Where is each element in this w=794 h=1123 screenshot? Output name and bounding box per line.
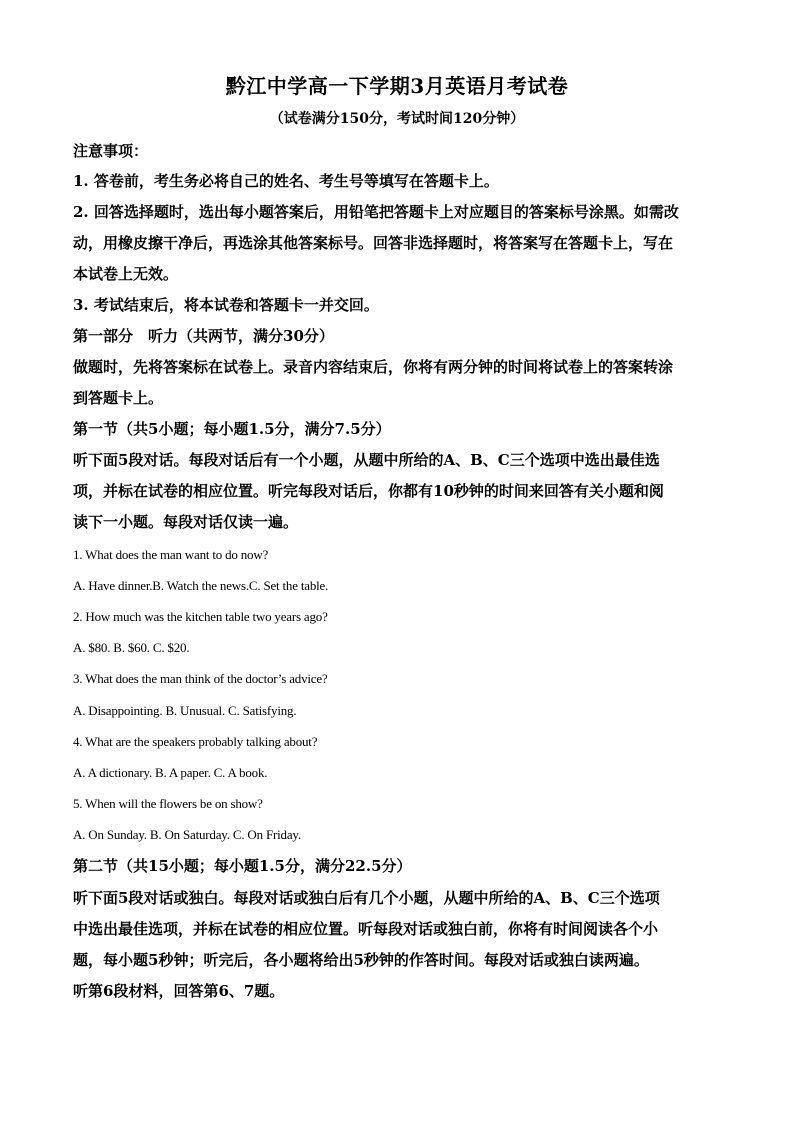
section2-instruction-line-2: 中选出最佳选项，并标在试卷的相应位置。听每段对话或独白前，你将有时间阅读各个小 [73,920,659,938]
question-3-options: A. Disappointing. B. Unusual. C. Satisfying. [73,703,297,718]
question-2-options: A. $80. B. $60. C. $20. [73,640,190,655]
question-5: 5. When will the flowers be on show? [73,796,263,811]
section1-instruction-line-1: 听下面5段对话。每段对话后有一个小题，从题中所给的A、B、C三个选项中选出最佳选 [73,451,660,469]
document-title: 黔江中学高一下学期3月英语月考试卷 [225,74,569,98]
part1-instruction-line-1: 做题时，先将答案标在试卷上。录音内容结束后，你将有两分钟的时间将试卷上的答案转涂 [73,358,674,376]
document-subtitle: （试卷满分150分，考试时间120分钟） [269,111,525,127]
question-1: 1. What does the man want to do now? [73,547,269,562]
question-2: 2. How much was the kitchen table two years ago? [73,609,328,624]
section1-instruction-line-2: 项，并标在试卷的相应位置。听完每段对话后，你都有10秒钟的时间来回答有关小题和阅 [73,482,664,500]
section2-instruction-line-1: 听下面5段对话或独白。每段对话或独白后有几个小题，从题中所给的A、B、C三个选项 [73,889,660,907]
notice-item-2-line-2: 动，用橡皮擦干净后，再选涂其他答案标号。回答非选择题时，将答案写在答题卡上，写在 [73,234,674,252]
section2-heading: 第二节（共15小题；每小题1.5分，满分22.5分） [73,857,412,875]
section1-heading: 第一节（共5小题；每小题1.5分，满分7.5分） [73,420,391,438]
section1-instruction-line-3: 读下一小题。每段对话仅读一遍。 [73,513,299,531]
part1-heading: 第一部分 听力（共两节，满分30分） [73,327,334,345]
section2-instruction-line-3: 题，每小题5秒钟；听完后，各小题将给出5秒钟的作答时间。每段对话或独白读两遍。 [73,951,649,969]
notice-item-2-line-1: 2. 回答选择题时，选出每小题答案后，用铅笔把答题卡上对应题目的答案标号涂黑。如需改 [73,203,679,221]
notice-heading: 注意事项： [73,142,149,160]
part1-instruction-line-2: 到答题卡上。 [73,389,164,407]
notice-item-1: 1. 答卷前，考生务必将自己的姓名、考生号等填写在答题卡上。 [73,172,499,190]
question-4: 4. What are the speakers probably talking about? [73,734,318,749]
question-3: 3. What does the man think of the doctor’s advice? [73,671,328,686]
notice-item-2-line-3: 本试卷上无效。 [73,265,179,283]
notice-item-3: 3. 考试结束后，将本试卷和答题卡一并交回。 [73,296,379,314]
question-1-options: A. Have dinner.B. Watch the news.C. Set the table. [73,578,329,593]
question-4-options: A. A dictionary. B. A paper. C. A book. [73,765,268,780]
question-5-options: A. On Sunday. B. On Saturday. C. On Friday. [73,827,301,842]
section2-instruction-line-4: 听第6段材料，回答第6、7题。 [73,982,285,1000]
